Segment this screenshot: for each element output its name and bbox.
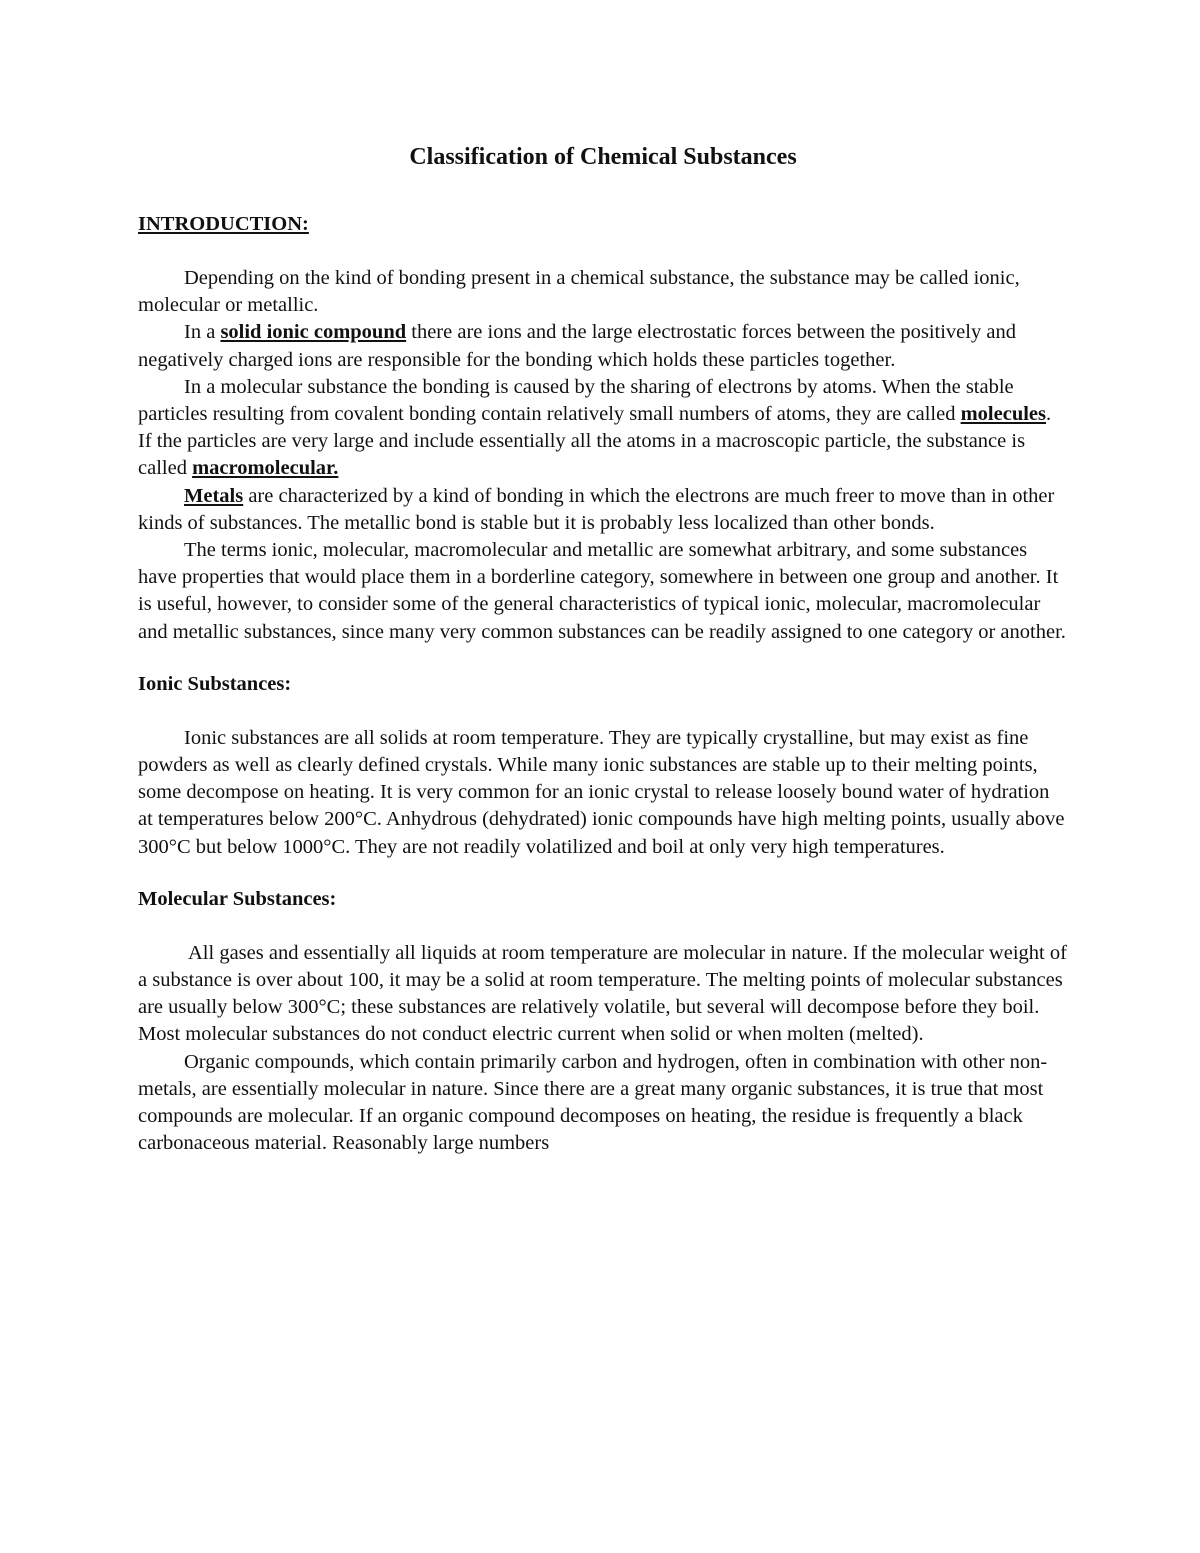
section-ionic-substances bbox=[138, 671, 1068, 861]
paragraph bbox=[138, 265, 1068, 319]
paragraph-text: Ionic substances are all solids at room temperature. They are typically crystalline, but may exist as fine powders as well as clearly defined crystals. While many ionic substances are stable up to their melting points, some decompose on heating. It is very common for an ionic crystal to release loosely bound water of hydration at temperatures below 200°C. Anhydrous (dehydrated) ionic compounds have high melting points, usually above 300°C but below 1000°C. They are not readily volatilized and boil at only very high temperatures. bbox=[138, 726, 1065, 858]
paragraph-text: In a molecular substance the bonding is caused by the sharing of electrons by atoms. When the stable particles resulting from covalent bonding contain relatively small numbers of atoms, they are called bbox=[138, 375, 1014, 426]
emphasized-term: solid ionic compound bbox=[220, 321, 407, 344]
emphasized-term: Metals bbox=[184, 484, 244, 507]
page-title: Classification of Chemical Substances bbox=[409, 144, 797, 170]
section-heading: INTRODUCTION: bbox=[138, 213, 309, 235]
paragraph bbox=[138, 1049, 1068, 1158]
section-heading: Ionic Substances: bbox=[138, 672, 292, 695]
paragraph bbox=[138, 483, 1068, 537]
section-molecular-substances bbox=[138, 886, 1068, 1158]
paragraph bbox=[138, 725, 1068, 861]
paragraph-text: are characterized by a kind of bonding in which the electrons are much freer to move than in other kinds of substances. The metallic bond is stable but it is probably less localized than other bonds. bbox=[138, 484, 1055, 534]
paragraph-text: All gases and essentially all liquids at room temperature are molecular in nature. If the molecular weight of a substance is over about 100, it may be a solid at room temperature. The melting points of molecular substances are usually below 300°C; these substances are relatively volatile, but several will decompose before they boil. Most molecular substances do not conduct electric current when solid or when molten (melted). bbox=[138, 941, 1067, 1046]
paragraph-text: The terms ionic, molecular, macromolecular and metallic are somewhat arbitrary, and some substances have properties that would place them in a borderline category, somewhere in between one group and another. It is useful, however, to consider some of the general characteristics of typical ionic, molecular, macromolecular and metallic substances, since many very common substances can be readily assigned to one category or another. bbox=[138, 539, 1066, 643]
paragraph-text: Organic compounds, which contain primarily carbon and hydrogen, often in combination with other non-metals, are essentially molecular in nature. Since there are a great many organic substances, it is true that most compounds are molecular. If an organic compound decomposes on heating, the residue is frequently a black carbonaceous material. Reasonably large numbers bbox=[138, 1050, 1048, 1155]
paragraph bbox=[138, 374, 1068, 483]
emphasized-term: macromolecular. bbox=[192, 457, 339, 480]
document-page bbox=[138, 140, 1068, 1157]
paragraph bbox=[138, 537, 1068, 646]
section-heading: Molecular Substances: bbox=[138, 887, 337, 910]
paragraph-text: there are ions and the large electrostatic forces between the positively and negatively charged ions are responsible for the bonding which holds these particles together. bbox=[138, 321, 1016, 371]
paragraph bbox=[138, 319, 1068, 373]
paragraph-text: . If the particles are very large and include essentially all the atoms in a macroscopic particle, the substance is called bbox=[138, 403, 1052, 480]
emphasized-term: molecules bbox=[960, 403, 1046, 426]
paragraph-text: In a bbox=[184, 321, 221, 344]
section-introduction bbox=[138, 211, 1068, 646]
paragraph bbox=[138, 940, 1068, 1049]
paragraph-text: Depending on the kind of bonding present in a chemical substance, the substance may be called ionic, molecular or metallic. bbox=[138, 267, 1020, 317]
